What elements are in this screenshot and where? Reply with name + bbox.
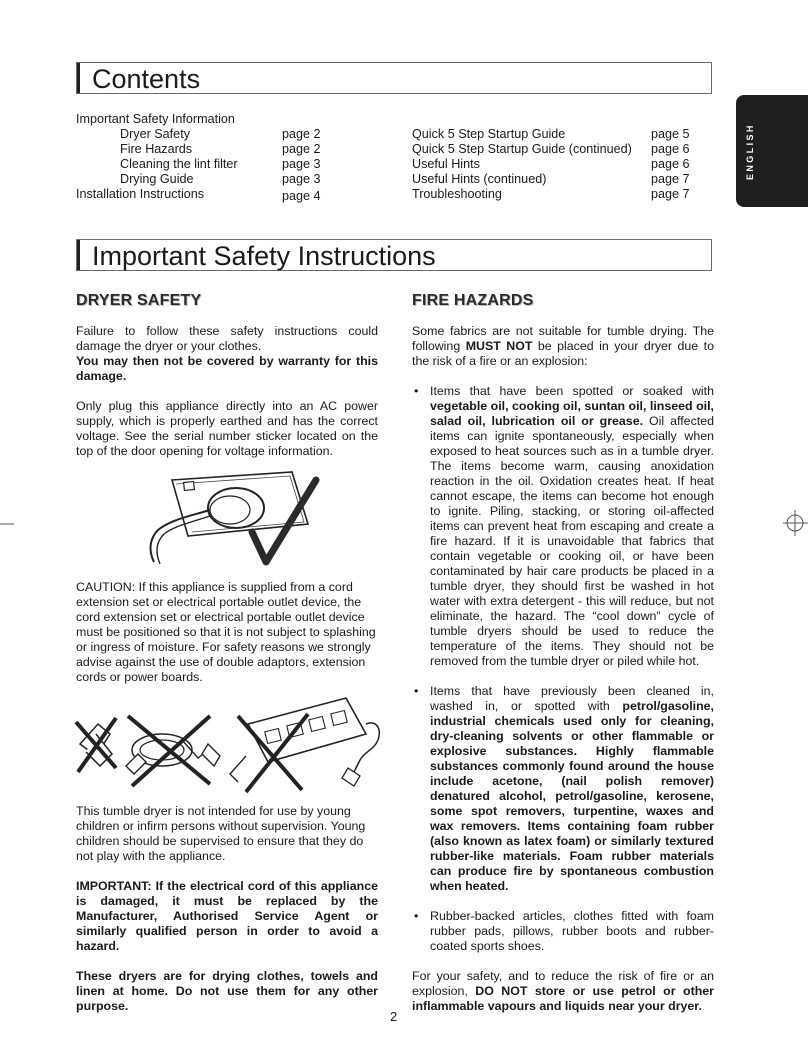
contents-item-label: Dryer Safety [120,127,190,141]
bullet-icon: • [414,909,419,923]
contents-item[interactable] [412,187,712,202]
contents-item[interactable] [76,142,336,157]
caution-paragraph: CAUTION: If this appliance is supplied from a cord extension set or electrical portable outlet device, the cord extension set or electrical portable outlet device must be positioned so that it is not subject to splashing or ingress of moisture. For safety reasons we strongly advise against the use of double adaptors, extension cords or power boards. [76,580,376,684]
chemicals-text: Items that have previously been cleaned in, washed in, or spotted with [430,684,714,713]
rubber-items-bullet [412,909,714,954]
contents-item-label: Troubleshooting [412,187,502,201]
safety-title: Important Safety Instructions [92,241,436,271]
registration-mark-right [780,508,808,538]
page-number: 2 [390,1009,398,1024]
contents-item-page: page 7 [651,172,690,186]
fire-intro-text: Some fabrics are not suitable for tumble drying. The following [412,324,714,353]
contents-item[interactable] [412,127,712,142]
contents-item-page: page 2 [282,142,321,156]
safety-header-bar [77,240,80,270]
contents-left-column [76,112,336,207]
contents-item-label: Fire Hazards [120,142,193,156]
oil-items-detail: Oil affected items can ignite spontaneously, especially when exposed to heat sources such as in a tumble dryer. The items become warm, causing anoxidation reaction in the oil. Oxidation creates heat. If heat cannot escape, the items can become hot enough to ignite. Piling, stacking, or storing oil-affected items can prevent heat from escaping and create a fire hazard. If it is unavoidable that fabrics that contain vegetable or cooking oil, or have been contaminated by hair care products be placed in a tumble dryer, they should first be washed in hot water with extra detergent - this will reduce, but not eliminate, the hazard. The “cool down” cycle of tumble dryers should be used to reduce the temperature of the items. They should not be removed from the tumble dryer or piled while hot. [430,414,714,668]
bullet-icon: • [414,684,419,698]
fire-hazards-text [412,324,714,1029]
contents-item-label: Drying Guide [120,172,194,186]
contents-header [76,62,712,94]
warranty-paragraph [76,324,378,384]
oil-items-text: Items that have been spotted or soaked with [430,384,714,398]
contents-group-heading [76,112,336,127]
rubber-items-text: Rubber-backed articles, clothes fitted with foam rubber pads, pillows, rubber boots and rubber-coated sports shoes. [430,909,714,953]
contents-item[interactable] [76,157,336,172]
language-tab-label: ENGLISH [745,123,755,180]
dryer-safety-text-top [76,324,378,474]
fire-intro-bold: MUST NOT [465,339,533,353]
contents-item[interactable] [412,142,712,157]
contents-item-label: Installation Instructions [76,187,205,201]
contents-item-label: Quick 5 Step Startup Guide [412,127,566,141]
contents-item[interactable] [76,172,336,187]
dryer-safety-caution [76,580,378,700]
power-supply-paragraph: Only plug this appliance directly into an AC power supply, which is properly earthed and has the correct voltage. See the serial number sticker located on the top of the door opening for voltage information. [76,399,378,458]
wall-socket-plug-illustration [140,462,320,580]
contents-right-column [412,127,712,207]
oil-items-bullet [412,384,714,669]
fire-closing-paragraph [412,969,714,1014]
fire-intro-text-end: be placed in your dryer due to the risk of a fire or an explosion: [412,339,714,368]
contents-item-page: page 5 [651,127,690,141]
fire-closing-text: For your safety, and to reduce the risk of fire or an explosion, [412,969,714,998]
contents-title: Contents [92,64,201,94]
fire-hazards-heading: FIRE HAZARDS [412,292,534,309]
oil-items-bold: vegetable oil, cooking oil, suntan oil, linseed oil, salad oil, lubrication oil or grease. [430,399,714,428]
contents-group-heading-label: Important Safety Information [76,112,235,126]
contents-item[interactable] [412,157,712,172]
contents-item-page: page 3 [282,172,321,186]
contents-item-page: page 6 [651,142,690,156]
prohibited-adaptors-illustration [70,694,390,794]
registration-mark-left [0,513,14,535]
contents-item-label: Useful Hints (continued) [412,172,547,186]
safety-header [76,239,712,271]
contents-item-page: page 6 [651,157,690,171]
supervision-paragraph: This tumble dryer is not intended for use by young children or infirm persons without supervision. Young children should be supervised to ensure that they do not play with the appliance. [76,804,366,863]
chemicals-bullet [412,684,714,894]
contents-item[interactable] [76,187,336,202]
chemicals-bold: petrol/gasoline, industrial chemicals used only for cleaning, dry-cleaning solvents or other flammable or explosive substances. Highly flammable substances commonly found around the house include acetone, (nail polish remover) denatured alcohol, petrol/gasoline, kerosene, some spot removers, turpentine, waxes and wax removers. Items containing foam rubber (also known as latex foam) or similarly textured rubber-like materials. Foam rubber materials can produce fire by spontaneous combustion when heated. [430,699,714,893]
warranty-text: Failure to follow these safety instructions could damage the dryer or your clothes. [76,324,378,353]
warranty-bold-text: You may then not be covered by warranty for this damage. [76,354,378,383]
dryer-safety-text-bottom [76,804,378,1029]
fire-intro-paragraph [412,324,714,369]
contents-item-page: page 3 [282,157,321,171]
contents-item-label: Cleaning the lint filter [120,157,238,171]
contents-item-page: page 4 [282,189,321,203]
contents-item-label: Useful Hints [412,157,480,171]
contents-item-page: page 2 [282,127,321,141]
dryer-safety-heading: DRYER SAFETY [76,292,202,309]
bullet-icon: • [414,384,419,398]
cord-replacement-paragraph: IMPORTANT: If the electrical cord of this appliance is damaged, it must be replaced by the Manufacturer, Authorised Service Agent or similarly qualified person in order to avoid a hazard. [76,879,378,953]
fire-closing-bold: DO NOT store or use petrol or other inflammable vapours and liquids near your dryer. [412,984,714,1013]
contents-item-page: page 7 [651,187,690,201]
contents-item[interactable] [76,127,336,142]
intended-use-paragraph: These dryers are for drying clothes, towels and linen at home. Do not use them for any other purpose. [76,969,378,1013]
contents-item[interactable] [412,172,712,187]
contents-item-label: Quick 5 Step Startup Guide (continued) [412,142,632,156]
contents-header-bar [77,63,80,93]
